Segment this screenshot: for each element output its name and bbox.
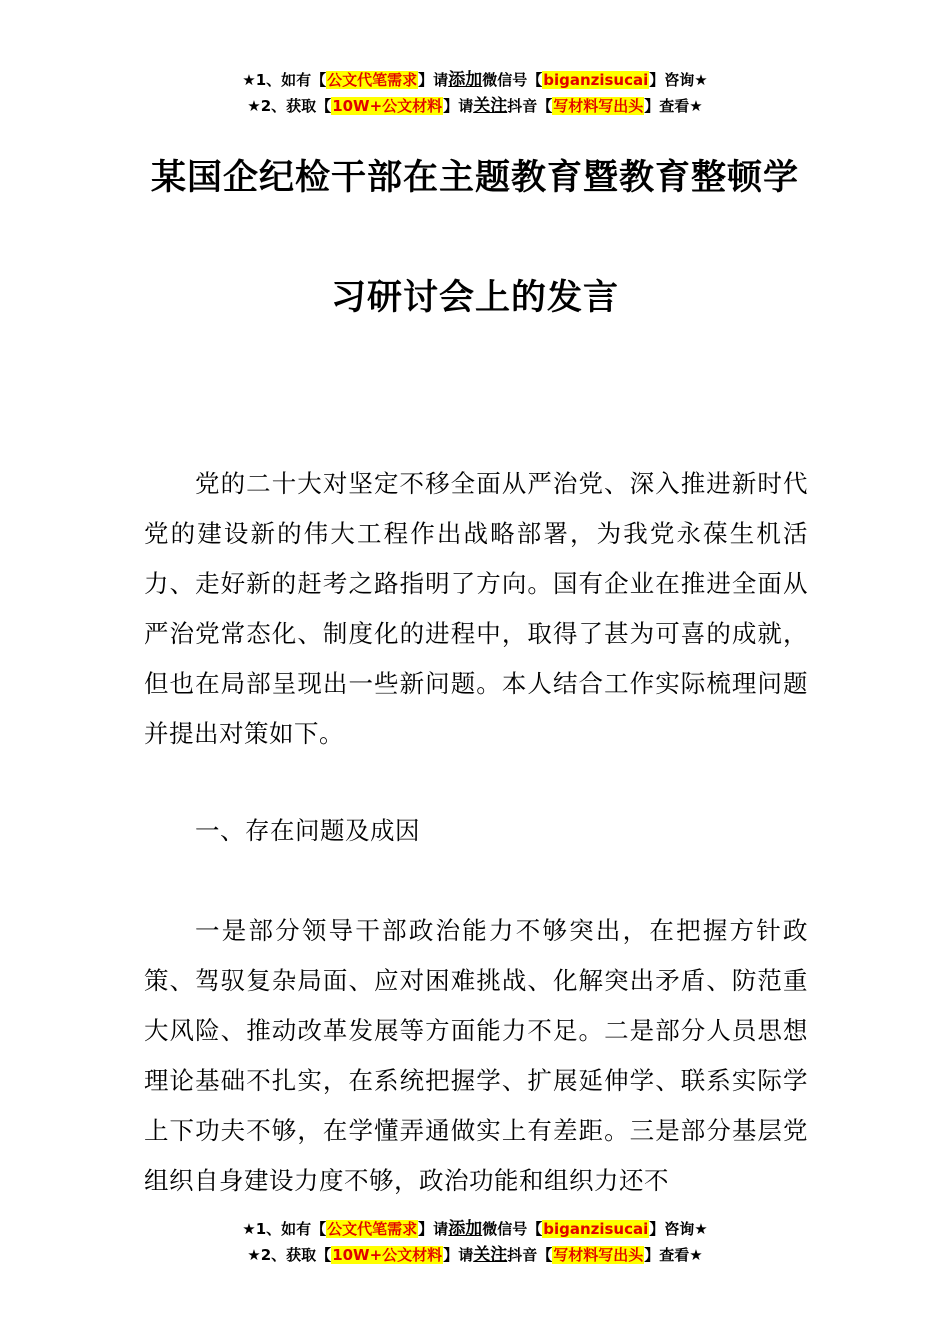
promo-line-1: ★1、如有【公文代笔需求】请添加微信号【biganzisucai】咨询★ <box>242 1219 708 1239</box>
section-heading: 一、存在问题及成因 <box>195 816 420 845</box>
document-body <box>144 459 808 759</box>
document-title-line-1: 某国企纪检干部在主题教育暨教育整顿学 <box>150 158 799 198</box>
promo-line-2: ★2、获取【10W+公文材料】请关注抖音【写材料写出头】查看★ <box>247 96 703 116</box>
intro-paragraph: 党的二十大对坚定不移全面从严治党、深入推进新时代党的建设新的伟大工程作出战略部署，为我党永葆生机活力、走好新的赶考之路指明了方向。国有企业在推进全面从严治党常态化、制度化的进程中，取得了甚为可喜的成就，但也在局部呈现出一些新问题。本人结合工作实际梳理问题并提出对策如下。 <box>144 469 808 748</box>
promo-douyin-id: 写材料写出头 <box>553 97 644 115</box>
promo-highlight: 10W+公文材料 <box>332 1246 443 1264</box>
section-1 <box>144 806 808 856</box>
promo-banner-top <box>0 67 950 119</box>
promo-wechat-id: biganzisucai <box>543 1220 649 1238</box>
promo-banner-bottom <box>0 1216 950 1268</box>
section-1-content <box>144 906 808 1206</box>
section-1-paragraph: 一是部分领导干部政治能力不够突出，在把握方针政策、驾驭复杂局面、应对困难挑战、化解突出矛盾、防范重大风险、推动改革发展等方面能力不足。二是部分人员思想理论基础不扎实，在系统把握学、扩展延伸学、联系实际学上下功夫不够，在学懂弄通做实上有差距。三是部分基层党组织自身建设力度不够，政治功能和组织力还不 <box>144 916 808 1195</box>
promo-line-2: ★2、获取【10W+公文材料】请关注抖音【写材料写出头】查看★ <box>247 1245 703 1265</box>
document-title-line-2: 习研讨会上的发言 <box>330 278 619 318</box>
promo-highlight: 10W+公文材料 <box>332 97 443 115</box>
promo-highlight: 公文代笔需求 <box>327 71 418 89</box>
promo-wechat-id: biganzisucai <box>543 71 649 89</box>
promo-highlight: 公文代笔需求 <box>327 1220 418 1238</box>
promo-line-1: ★1、如有【公文代笔需求】请添加微信号【biganzisucai】咨询★ <box>242 70 708 90</box>
promo-douyin-id: 写材料写出头 <box>553 1246 644 1264</box>
